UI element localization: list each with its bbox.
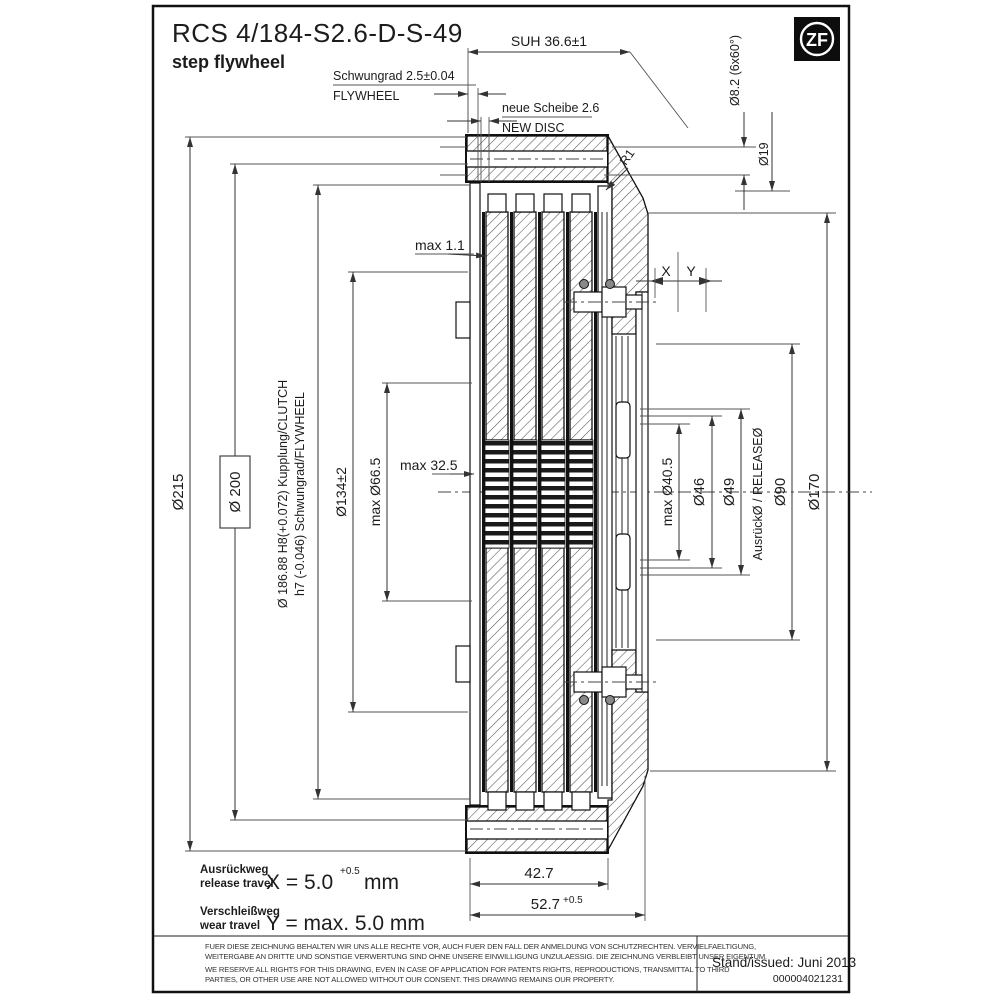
dim-x-label: X — [661, 263, 671, 279]
dim-42-7-label: 42.7 — [524, 865, 554, 882]
wear-travel-de: Verschleißweg — [200, 906, 280, 918]
dim-d49-label: Ø49 — [721, 477, 738, 507]
new-disc-en: NEW DISC — [502, 121, 565, 135]
flywheel-step-en: FLYWHEEL — [333, 89, 400, 103]
dim-flywheel-fit-label: h7 (-0.046) Schwungrad/FLYWHEEL — [293, 391, 307, 597]
release-travel-unit: mm — [364, 871, 399, 894]
dim-d19-label: Ø19 — [757, 142, 771, 166]
release-travel-en: release travel — [200, 878, 274, 890]
document-number: 000004021231 — [772, 973, 843, 985]
legal-en-line2: PARTIES, OR OTHER USE ARE NOT ALLOWED WITHOUT OUR CONSENT. THIS DRAWING REMAINS OUR PROPERTY. — [205, 975, 615, 984]
dim-max-lift-label: max 1.1 — [415, 237, 465, 253]
new-disc-de: neue Scheibe 2.6 — [502, 101, 600, 115]
clutch-plate-pack — [456, 183, 612, 810]
release-travel-tolerance: +0.5 — [340, 866, 360, 877]
zf-logo — [794, 17, 840, 61]
dim-d134-label: Ø134±2 — [333, 467, 349, 517]
dim-d200-label: Ø 200 — [227, 471, 244, 513]
dim-release-label: AusrückØ / RELEASEØ — [751, 427, 765, 561]
drawing-type: step flywheel — [172, 52, 286, 72]
dim-suh-label: SUH 36.6±1 — [510, 33, 588, 49]
legal-de-line2: WEITERGABE AN DRITTE UND SONSTIGE VERWERTUNG SIND OHNE UNSERE EINWILLIGUNG UNZULAESSIG. DIE ZEICHNUNG VERBLEIBT UNSER EIGENTUM. — [205, 952, 767, 961]
dim-52-7-tolerance: +0.5 — [563, 895, 583, 906]
dim-d170-label: Ø170 — [806, 473, 823, 511]
dim-d90-label: Ø90 — [772, 477, 789, 507]
dim-d40-5-label: max Ø40.5 — [659, 457, 675, 527]
release-travel-value: X = 5.0 — [266, 871, 334, 894]
dim-d215-label: Ø215 — [170, 473, 187, 511]
dim-bolt-holes-label: Ø8.2 (6x60°) — [728, 34, 742, 106]
wear-travel-en: wear travel — [200, 920, 261, 932]
dim-max-32-5-label: max 32.5 — [400, 457, 458, 473]
flywheel-step-de: Schwungrad 2.5±0.04 — [333, 69, 455, 83]
dim-d66-5-label: max Ø66.5 — [367, 457, 383, 527]
release-travel-de: Ausrückweg — [200, 864, 269, 876]
dim-52-7-label: 52.7 — [530, 896, 560, 913]
flywheel-ring-bottom — [466, 806, 608, 853]
zf-logo-text: ZF — [806, 30, 828, 50]
flywheel-ring-top — [466, 135, 608, 182]
dim-d46-label: Ø46 — [691, 477, 708, 507]
drawing-code: RCS 4/184-S2.6-D-S-49 — [172, 18, 463, 48]
dim-y-label: Y — [686, 263, 696, 279]
legal-en-line1: WE RESERVE ALL RIGHTS FOR THIS DRAWING, EVEN IN CASE OF APPLICATION FOR PATENTS RIGHTS, REPRODUCTIONS, TRANSMITTAL TO THIRD — [205, 965, 730, 974]
wear-travel-value: Y = max. 5.0 mm — [266, 912, 425, 935]
issued-date: Stand/issued: Juni 2013 — [712, 955, 857, 970]
dim-clutch-fit-label: Ø 186.88 H8(+0.072) Kupplung/CLUTCH — [276, 379, 290, 609]
dim-r1-label: R1 — [616, 146, 638, 168]
legal-de-line1: FUER DIESE ZEICHNUNG BEHALTEN WIR UNS ALLE RECHTE VOR, AUCH FUER DEN FALL DER ANMELDUNG VON SCHUTZRECHTEN. VERVIELFAELTIGUNG, — [205, 942, 757, 951]
